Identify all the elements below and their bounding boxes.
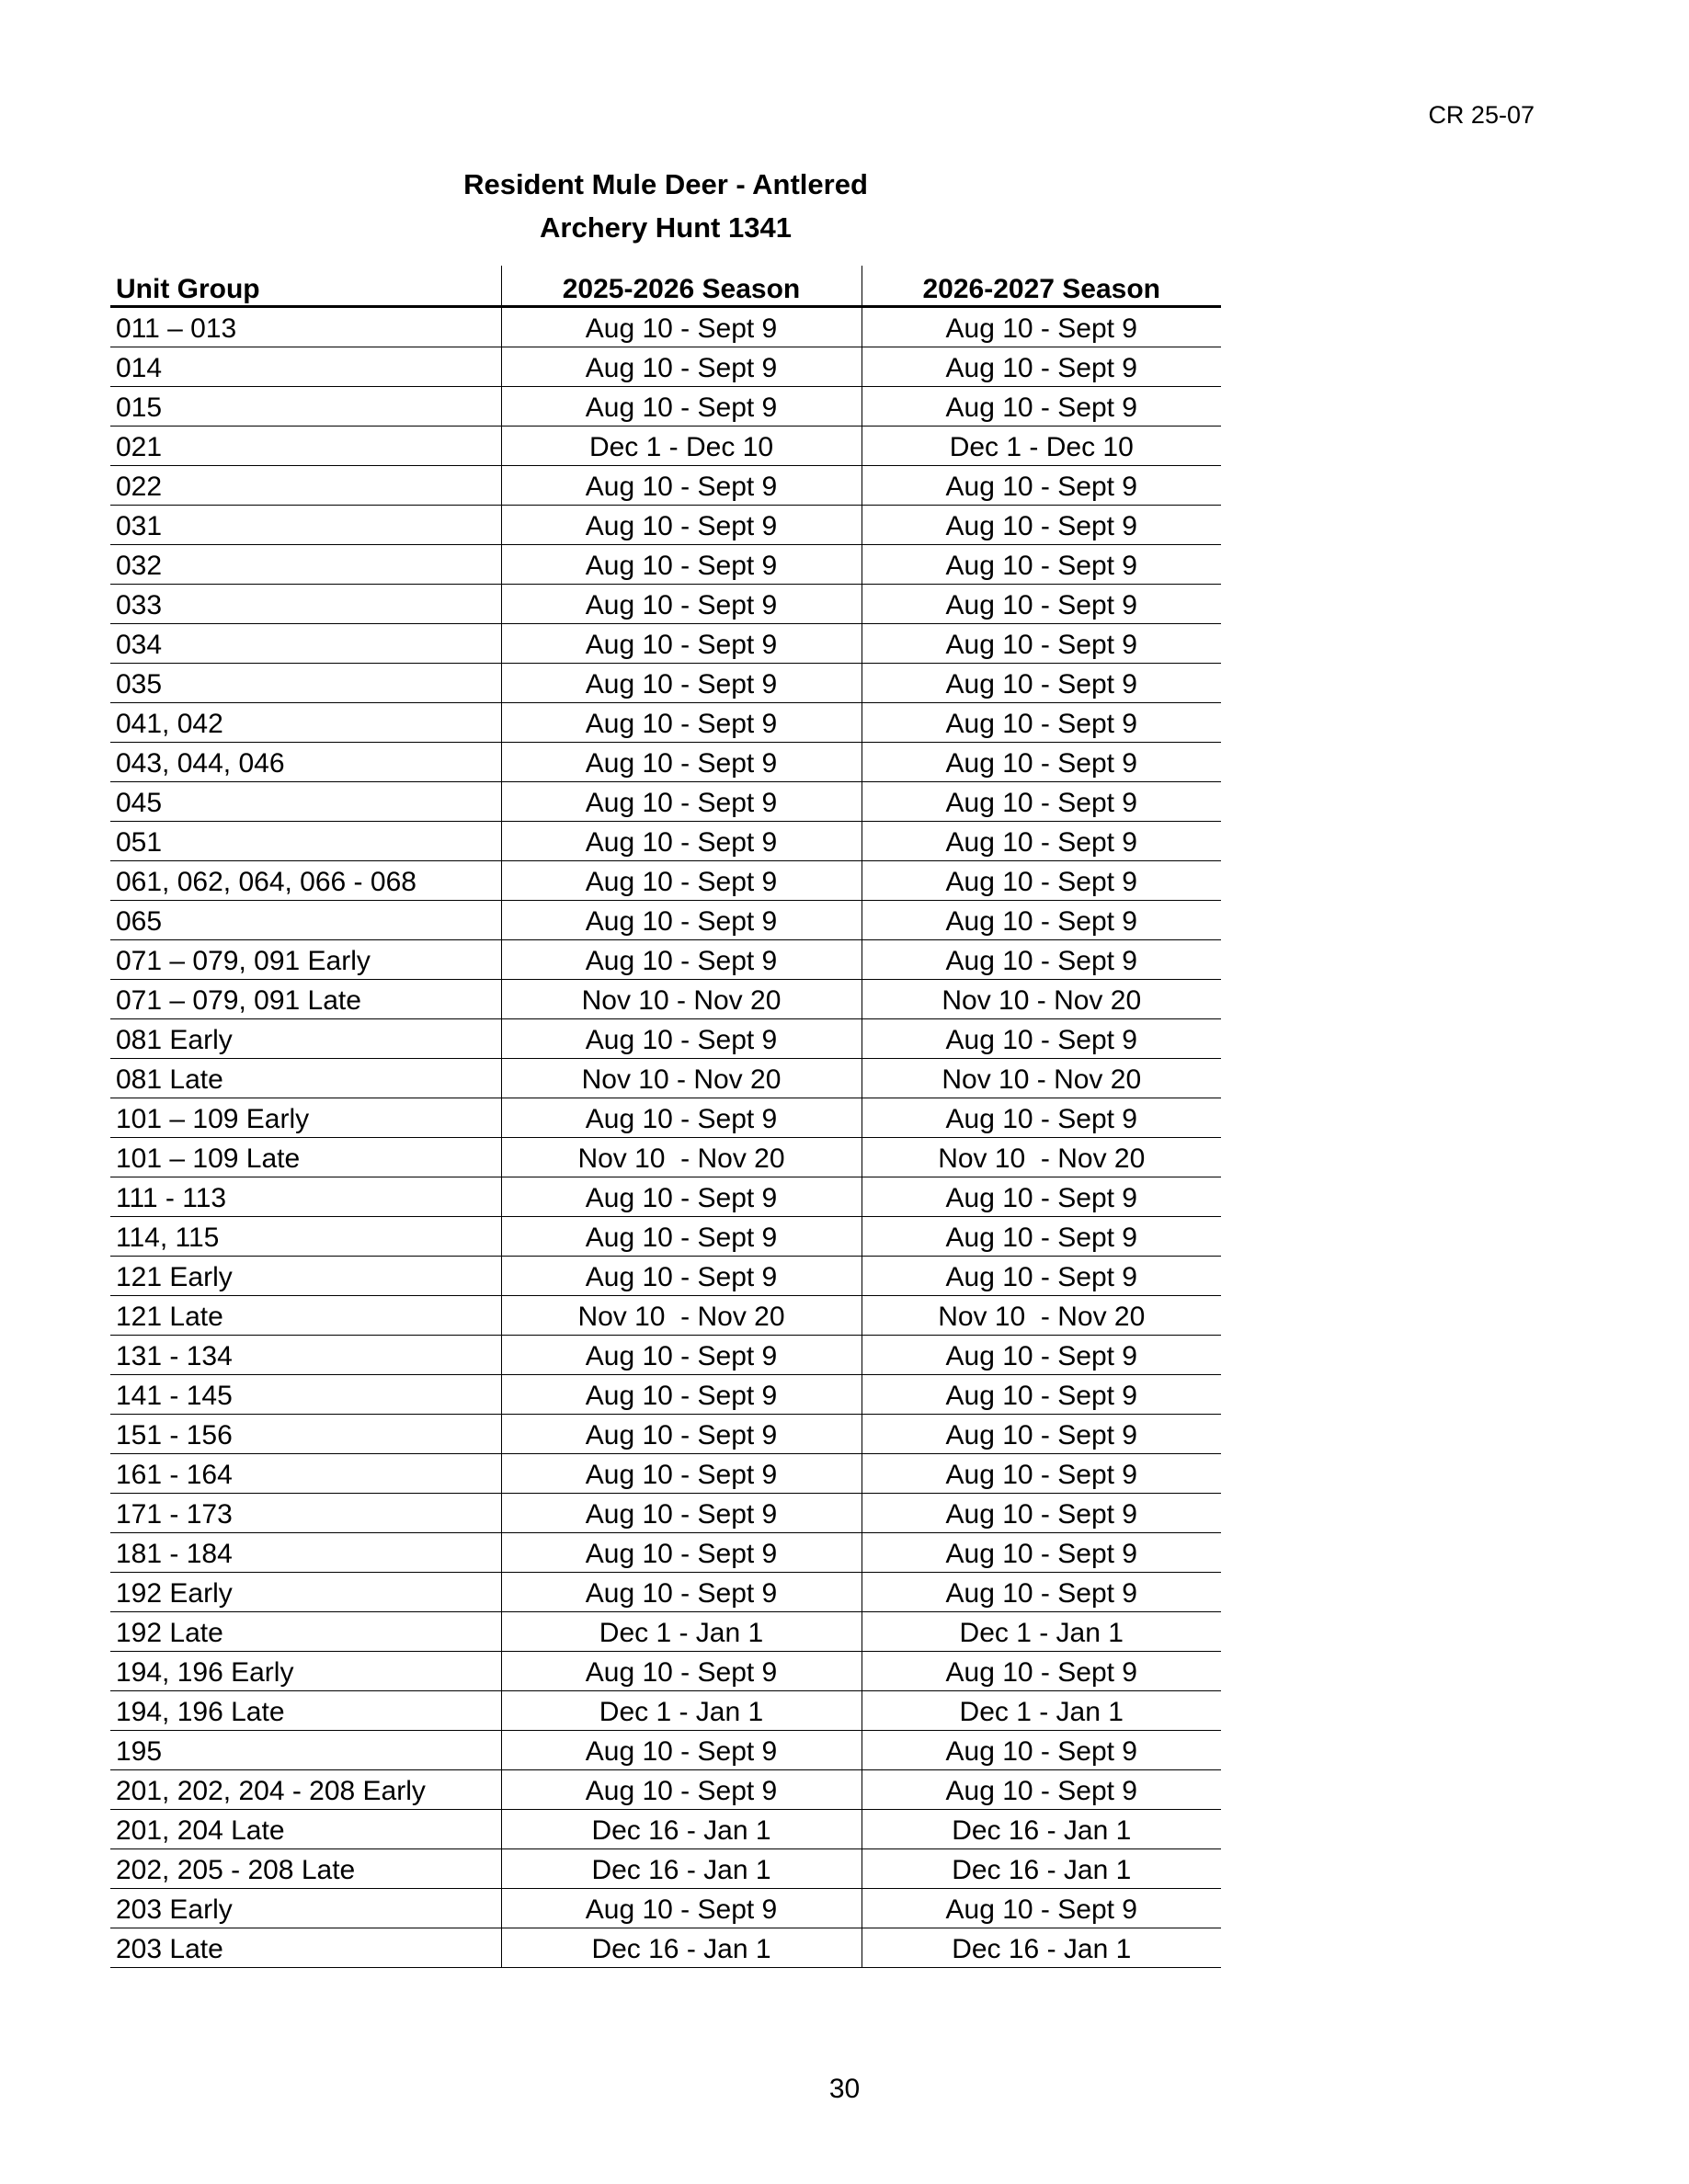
table-row: [110, 427, 1221, 466]
cell-season-2026-2027: Dec 16 - Jan 1: [862, 1928, 1221, 1968]
table-row: [110, 1810, 1221, 1849]
table-row: [110, 466, 1221, 506]
table-row: [110, 1336, 1221, 1375]
title-line-2: Archery Hunt 1341: [540, 211, 792, 244]
cell-season-2026-2027: Aug 10 - Sept 9: [862, 1336, 1221, 1375]
table-row: [110, 1296, 1221, 1336]
cell-season-2026-2027: Dec 16 - Jan 1: [862, 1849, 1221, 1889]
cell-season-2026-2027: Aug 10 - Sept 9: [862, 1731, 1221, 1770]
table-row: [110, 585, 1221, 624]
table-row: [110, 307, 1221, 347]
table-row: [110, 822, 1221, 861]
cell-unit-group: 151 - 156: [110, 1415, 501, 1454]
cell-season-2025-2026: Aug 10 - Sept 9: [501, 664, 862, 703]
cell-season-2026-2027: Aug 10 - Sept 9: [862, 387, 1221, 427]
table-row: [110, 1415, 1221, 1454]
cell-unit-group: 011 – 013: [110, 307, 501, 347]
table-row: [110, 1059, 1221, 1098]
table-row: [110, 1533, 1221, 1573]
table-row: [110, 782, 1221, 822]
cell-season-2025-2026: Aug 10 - Sept 9: [501, 1533, 862, 1573]
table-row: [110, 1612, 1221, 1652]
cell-season-2026-2027: Dec 1 - Jan 1: [862, 1691, 1221, 1731]
cell-season-2026-2027: Aug 10 - Sept 9: [862, 940, 1221, 980]
table-row: [110, 545, 1221, 585]
cell-unit-group: 051: [110, 822, 501, 861]
table-header-row: [110, 266, 1221, 307]
cell-unit-group: 161 - 164: [110, 1454, 501, 1494]
table-row: [110, 1889, 1221, 1928]
cell-season-2026-2027: Aug 10 - Sept 9: [862, 743, 1221, 782]
column-header-unit-group: Unit Group: [110, 266, 501, 307]
cell-unit-group: 192 Early: [110, 1573, 501, 1612]
table-title: [110, 163, 1221, 249]
table-row: [110, 664, 1221, 703]
cell-unit-group: 081 Late: [110, 1059, 501, 1098]
cell-season-2026-2027: Aug 10 - Sept 9: [862, 466, 1221, 506]
cell-season-2026-2027: Aug 10 - Sept 9: [862, 1770, 1221, 1810]
cell-season-2025-2026: Aug 10 - Sept 9: [501, 703, 862, 743]
table-row: [110, 1849, 1221, 1889]
cell-season-2025-2026: Aug 10 - Sept 9: [501, 1019, 862, 1059]
table-row: [110, 1019, 1221, 1059]
cell-unit-group: 203 Late: [110, 1928, 501, 1968]
cell-season-2026-2027: Aug 10 - Sept 9: [862, 861, 1221, 901]
table-row: [110, 347, 1221, 387]
cell-season-2025-2026: Aug 10 - Sept 9: [501, 1770, 862, 1810]
table-row: [110, 940, 1221, 980]
cell-season-2026-2027: Aug 10 - Sept 9: [862, 703, 1221, 743]
cell-season-2025-2026: Aug 10 - Sept 9: [501, 1573, 862, 1612]
cell-season-2026-2027: Nov 10 - Nov 20: [862, 1138, 1221, 1177]
cell-season-2025-2026: Aug 10 - Sept 9: [501, 347, 862, 387]
cell-season-2026-2027: Aug 10 - Sept 9: [862, 1098, 1221, 1138]
cell-season-2026-2027: Aug 10 - Sept 9: [862, 1177, 1221, 1217]
cell-season-2026-2027: Dec 1 - Jan 1: [862, 1612, 1221, 1652]
cell-season-2026-2027: Aug 10 - Sept 9: [862, 1494, 1221, 1533]
table-row: [110, 1573, 1221, 1612]
cell-season-2026-2027: Aug 10 - Sept 9: [862, 1652, 1221, 1691]
cell-season-2026-2027: Aug 10 - Sept 9: [862, 347, 1221, 387]
cell-season-2025-2026: Nov 10 - Nov 20: [501, 1138, 862, 1177]
cell-season-2025-2026: Dec 16 - Jan 1: [501, 1928, 862, 1968]
table-row: [110, 1454, 1221, 1494]
table-row: [110, 1731, 1221, 1770]
cell-unit-group: 195: [110, 1731, 501, 1770]
table-row: [110, 703, 1221, 743]
table-row: [110, 1770, 1221, 1810]
cell-season-2026-2027: Dec 16 - Jan 1: [862, 1810, 1221, 1849]
cell-season-2025-2026: Aug 10 - Sept 9: [501, 822, 862, 861]
cell-season-2025-2026: Aug 10 - Sept 9: [501, 1731, 862, 1770]
cell-unit-group: 065: [110, 901, 501, 940]
cell-season-2026-2027: Aug 10 - Sept 9: [862, 1889, 1221, 1928]
cell-unit-group: 101 – 109 Early: [110, 1098, 501, 1138]
table-row: [110, 1494, 1221, 1533]
cell-unit-group: 201, 202, 204 - 208 Early: [110, 1770, 501, 1810]
cell-season-2025-2026: Aug 10 - Sept 9: [501, 1375, 862, 1415]
table-row: [110, 861, 1221, 901]
column-header-season-2025-2026: 2025-2026 Season: [501, 266, 862, 307]
cell-unit-group: 121 Late: [110, 1296, 501, 1336]
cell-season-2025-2026: Aug 10 - Sept 9: [501, 743, 862, 782]
cell-season-2025-2026: Aug 10 - Sept 9: [501, 307, 862, 347]
season-table: [110, 266, 1221, 1968]
cell-season-2025-2026: Aug 10 - Sept 9: [501, 1217, 862, 1257]
cell-season-2026-2027: Nov 10 - Nov 20: [862, 1296, 1221, 1336]
cell-unit-group: 194, 196 Early: [110, 1652, 501, 1691]
cell-season-2025-2026: Aug 10 - Sept 9: [501, 1454, 862, 1494]
cell-season-2025-2026: Aug 10 - Sept 9: [501, 624, 862, 664]
cell-season-2025-2026: Aug 10 - Sept 9: [501, 1098, 862, 1138]
cell-season-2025-2026: Aug 10 - Sept 9: [501, 861, 862, 901]
cell-season-2025-2026: Aug 10 - Sept 9: [501, 506, 862, 545]
document-id: CR 25-07: [1428, 101, 1535, 129]
cell-unit-group: 014: [110, 347, 501, 387]
table-row: [110, 1217, 1221, 1257]
cell-unit-group: 121 Early: [110, 1257, 501, 1296]
table-row: [110, 1691, 1221, 1731]
cell-season-2026-2027: Aug 10 - Sept 9: [862, 1217, 1221, 1257]
table-row: [110, 1928, 1221, 1968]
cell-season-2025-2026: Aug 10 - Sept 9: [501, 940, 862, 980]
table-row: [110, 624, 1221, 664]
cell-season-2026-2027: Aug 10 - Sept 9: [862, 1533, 1221, 1573]
page-number: 30: [828, 2074, 861, 2104]
cell-season-2026-2027: Nov 10 - Nov 20: [862, 980, 1221, 1019]
cell-season-2026-2027: Aug 10 - Sept 9: [862, 506, 1221, 545]
cell-season-2025-2026: Aug 10 - Sept 9: [501, 1336, 862, 1375]
cell-season-2026-2027: Nov 10 - Nov 20: [862, 1059, 1221, 1098]
table-row: [110, 1138, 1221, 1177]
table-row: [110, 743, 1221, 782]
cell-unit-group: 141 - 145: [110, 1375, 501, 1415]
cell-unit-group: 041, 042: [110, 703, 501, 743]
cell-season-2025-2026: Dec 16 - Jan 1: [501, 1810, 862, 1849]
cell-unit-group: 021: [110, 427, 501, 466]
cell-unit-group: 045: [110, 782, 501, 822]
cell-unit-group: 131 - 134: [110, 1336, 501, 1375]
cell-unit-group: 071 – 079, 091 Late: [110, 980, 501, 1019]
cell-season-2025-2026: Aug 10 - Sept 9: [501, 901, 862, 940]
cell-unit-group: 071 – 079, 091 Early: [110, 940, 501, 980]
cell-season-2026-2027: Aug 10 - Sept 9: [862, 1257, 1221, 1296]
cell-season-2026-2027: Aug 10 - Sept 9: [862, 545, 1221, 585]
cell-season-2025-2026: Aug 10 - Sept 9: [501, 1415, 862, 1454]
table-body: [110, 307, 1221, 1968]
column-header-season-2026-2027: 2026-2027 Season: [862, 266, 1221, 307]
cell-unit-group: 101 – 109 Late: [110, 1138, 501, 1177]
cell-season-2025-2026: Dec 16 - Jan 1: [501, 1849, 862, 1889]
cell-unit-group: 043, 044, 046: [110, 743, 501, 782]
cell-unit-group: 181 - 184: [110, 1533, 501, 1573]
cell-season-2025-2026: Dec 1 - Dec 10: [501, 427, 862, 466]
cell-unit-group: 203 Early: [110, 1889, 501, 1928]
cell-season-2026-2027: Aug 10 - Sept 9: [862, 1375, 1221, 1415]
cell-unit-group: 031: [110, 506, 501, 545]
table-row: [110, 901, 1221, 940]
cell-unit-group: 032: [110, 545, 501, 585]
cell-season-2026-2027: Aug 10 - Sept 9: [862, 822, 1221, 861]
cell-unit-group: 022: [110, 466, 501, 506]
cell-unit-group: 202, 205 - 208 Late: [110, 1849, 501, 1889]
table-row: [110, 1177, 1221, 1217]
cell-unit-group: 171 - 173: [110, 1494, 501, 1533]
cell-season-2025-2026: Dec 1 - Jan 1: [501, 1612, 862, 1652]
cell-unit-group: 015: [110, 387, 501, 427]
table-row: [110, 506, 1221, 545]
cell-unit-group: 194, 196 Late: [110, 1691, 501, 1731]
cell-season-2025-2026: Dec 1 - Jan 1: [501, 1691, 862, 1731]
cell-unit-group: 034: [110, 624, 501, 664]
cell-season-2025-2026: Nov 10 - Nov 20: [501, 980, 862, 1019]
table-row: [110, 1375, 1221, 1415]
cell-season-2026-2027: Dec 1 - Dec 10: [862, 427, 1221, 466]
table-row: [110, 980, 1221, 1019]
cell-season-2026-2027: Aug 10 - Sept 9: [862, 901, 1221, 940]
table-row: [110, 387, 1221, 427]
cell-season-2026-2027: Aug 10 - Sept 9: [862, 307, 1221, 347]
title-line-1: Resident Mule Deer - Antlered: [463, 168, 868, 200]
cell-season-2025-2026: Aug 10 - Sept 9: [501, 1257, 862, 1296]
cell-season-2026-2027: Aug 10 - Sept 9: [862, 664, 1221, 703]
cell-season-2025-2026: Aug 10 - Sept 9: [501, 387, 862, 427]
cell-season-2025-2026: Nov 10 - Nov 20: [501, 1059, 862, 1098]
cell-season-2026-2027: Aug 10 - Sept 9: [862, 1019, 1221, 1059]
cell-unit-group: 061, 062, 064, 066 - 068: [110, 861, 501, 901]
table-row: [110, 1098, 1221, 1138]
cell-season-2025-2026: Aug 10 - Sept 9: [501, 545, 862, 585]
cell-season-2025-2026: Aug 10 - Sept 9: [501, 1652, 862, 1691]
cell-unit-group: 111 - 113: [110, 1177, 501, 1217]
cell-unit-group: 081 Early: [110, 1019, 501, 1059]
cell-unit-group: 192 Late: [110, 1612, 501, 1652]
cell-unit-group: 033: [110, 585, 501, 624]
cell-season-2026-2027: Aug 10 - Sept 9: [862, 585, 1221, 624]
cell-unit-group: 035: [110, 664, 501, 703]
cell-season-2025-2026: Aug 10 - Sept 9: [501, 1889, 862, 1928]
cell-unit-group: 114, 115: [110, 1217, 501, 1257]
cell-season-2026-2027: Aug 10 - Sept 9: [862, 1415, 1221, 1454]
table-row: [110, 1257, 1221, 1296]
cell-season-2025-2026: Aug 10 - Sept 9: [501, 1494, 862, 1533]
cell-season-2026-2027: Aug 10 - Sept 9: [862, 1573, 1221, 1612]
table-row: [110, 1652, 1221, 1691]
cell-season-2025-2026: Nov 10 - Nov 20: [501, 1296, 862, 1336]
cell-season-2026-2027: Aug 10 - Sept 9: [862, 782, 1221, 822]
cell-unit-group: 201, 204 Late: [110, 1810, 501, 1849]
cell-season-2025-2026: Aug 10 - Sept 9: [501, 585, 862, 624]
cell-season-2025-2026: Aug 10 - Sept 9: [501, 466, 862, 506]
cell-season-2026-2027: Aug 10 - Sept 9: [862, 1454, 1221, 1494]
cell-season-2025-2026: Aug 10 - Sept 9: [501, 782, 862, 822]
cell-season-2025-2026: Aug 10 - Sept 9: [501, 1177, 862, 1217]
cell-season-2026-2027: Aug 10 - Sept 9: [862, 624, 1221, 664]
